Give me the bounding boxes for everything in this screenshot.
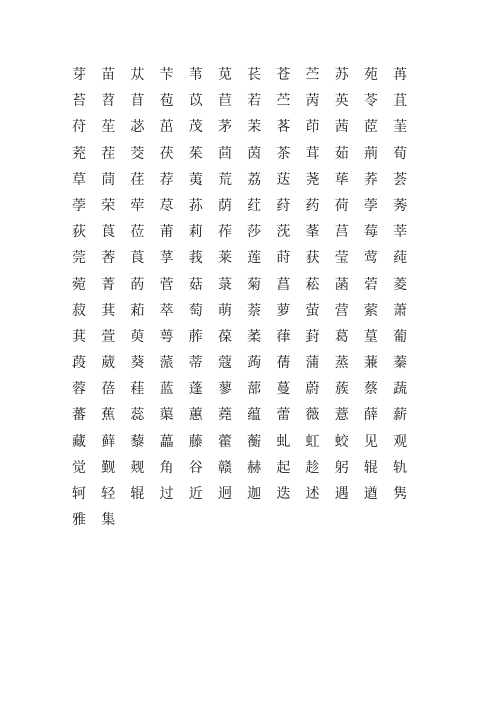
character-cell: 薛 — [363, 407, 378, 424]
character-cell: 蓼 — [217, 381, 232, 398]
character-cell: 集 — [101, 512, 116, 529]
character-cell: 蛟 — [334, 433, 349, 450]
character-cell: 苔 — [72, 93, 86, 110]
character-cell: 蒲 — [305, 355, 320, 372]
character-cell: 莲 — [247, 250, 262, 267]
character-cell: 苎 — [305, 67, 320, 83]
character-cell: 蔀 — [247, 381, 262, 398]
character-cell: 蘅 — [247, 433, 262, 450]
character-cell: 荑 — [188, 171, 203, 188]
character-cell: 茚 — [305, 119, 320, 136]
character-cell: 苡 — [188, 93, 203, 110]
character-cell: 蔡 — [363, 381, 378, 398]
character-cell: 苎 — [276, 93, 291, 110]
character-cell: 辊 — [363, 459, 378, 476]
character-cell: 谷 — [188, 459, 203, 476]
character-cell: 葑 — [305, 328, 320, 345]
character-cell: 蕴 — [247, 407, 262, 424]
character-cell: 菁 — [101, 276, 116, 293]
character-cell: 遇 — [334, 486, 349, 502]
character-cell: 萧 — [393, 302, 408, 319]
character-cell: 莩 — [159, 250, 174, 267]
character-cell: 茱 — [188, 145, 203, 162]
character-cell: 菖 — [276, 276, 291, 293]
character-cell: 菊 — [247, 276, 262, 293]
character-cell: 茁 — [159, 119, 174, 136]
character-cell: 英 — [334, 93, 349, 110]
character-cell: 菡 — [334, 276, 349, 293]
character-cell: 菉 — [217, 276, 232, 293]
character-cell: 荪 — [188, 197, 203, 214]
character-cell: 萂 — [130, 302, 145, 319]
character-cell: 蕖 — [159, 407, 174, 424]
character-cell: 莨 — [130, 250, 145, 267]
character-cell: 葡 — [393, 328, 408, 345]
character-cell: 藏 — [72, 433, 86, 450]
character-cell: 荫 — [217, 197, 232, 214]
character-cell: 莪 — [188, 250, 203, 267]
character-cell: 萼 — [159, 328, 174, 345]
character-cell: 近 — [188, 486, 203, 502]
character-cell: 薏 — [334, 407, 349, 424]
character-cell: 茝 — [363, 119, 378, 136]
character-cell: 葵 — [130, 355, 145, 372]
character-cell: 菘 — [305, 276, 320, 293]
character-cell: 苏 — [334, 67, 349, 83]
character-cell: 蓓 — [101, 381, 116, 398]
character-cell: 菪 — [363, 276, 378, 293]
character-cell: 莆 — [159, 224, 174, 241]
character-cell: 葆 — [217, 328, 232, 345]
character-cell: 蕘 — [217, 407, 232, 424]
character-cell: 菂 — [130, 276, 145, 293]
character-cell: 莉 — [188, 224, 203, 241]
character-cell: 茯 — [159, 145, 174, 162]
character-cell: 茬 — [101, 145, 116, 162]
character-cell: 萤 — [305, 302, 320, 319]
character-cell: 莼 — [393, 250, 408, 267]
character-cell: 躬 — [334, 459, 349, 476]
character-cell: 辊 — [130, 486, 145, 502]
character-cell: 蒸 — [334, 355, 349, 372]
character-cell: 蓕 — [130, 381, 145, 398]
character-cell: 萁 — [72, 328, 86, 345]
character-cell: 蒹 — [363, 355, 378, 372]
character-cell: 草 — [72, 171, 86, 188]
character-cell: 莐 — [276, 224, 291, 241]
character-cell: 苾 — [130, 119, 145, 136]
character-cell: 苪 — [305, 93, 320, 110]
character-cell: 莘 — [393, 224, 408, 241]
character-cell: 苻 — [72, 119, 86, 136]
character-cell: 葄 — [188, 328, 203, 345]
character-cell: 轻 — [101, 486, 116, 502]
character-cell: 过 — [159, 486, 174, 502]
character-cell: 莞 — [72, 250, 86, 267]
character-cell: 蕾 — [276, 407, 291, 424]
character-cell: 茉 — [247, 119, 262, 136]
character-cell: 蔬 — [393, 381, 408, 398]
character-cell: 葮 — [72, 355, 86, 372]
character-cell: 蕙 — [188, 407, 203, 424]
character-cell: 萸 — [130, 328, 145, 345]
character-cell: 苞 — [159, 93, 174, 110]
character-cell: 芐 — [159, 67, 174, 83]
character-cell: 薪 — [393, 407, 408, 424]
character-cell: 觌 — [130, 459, 145, 476]
character-cell: 莱 — [217, 250, 232, 267]
character-cell: 莕 — [101, 250, 116, 267]
character-cell: 苁 — [130, 67, 145, 83]
character-cell: 莳 — [276, 250, 291, 267]
character-cell: 荮 — [276, 197, 291, 214]
character-cell: 荸 — [72, 197, 86, 214]
character-cell: 莺 — [363, 250, 378, 267]
character-cell: 荀 — [393, 145, 408, 162]
character-cell: 起 — [276, 459, 291, 476]
character-cell: 茴 — [217, 145, 232, 162]
character-cell: 迦 — [247, 486, 262, 502]
character-cell: 莒 — [334, 224, 349, 241]
character-cell: 蓝 — [159, 381, 174, 398]
character-cell: 获 — [305, 250, 320, 267]
character-cell: 葎 — [276, 328, 291, 345]
character-cell: 苗 — [101, 67, 116, 83]
character-cell: 萌 — [217, 302, 232, 319]
character-cell: 苍 — [276, 67, 291, 83]
character-cell: 莓 — [363, 224, 378, 241]
character-cell: 迥 — [217, 486, 232, 502]
character-cell: 见 — [363, 433, 378, 450]
character-cell: 荊 — [363, 145, 378, 162]
character-cell: 荏 — [130, 171, 145, 188]
character-cell: 蕊 — [130, 407, 145, 424]
character-grid — [72, 62, 422, 533]
character-cell: 莅 — [130, 224, 145, 241]
character-cell: 蔓 — [276, 381, 291, 398]
character-cell: 蒎 — [159, 355, 174, 372]
character-cell: 蓁 — [393, 355, 408, 372]
character-cell: 萁 — [101, 302, 116, 319]
character-cell: 观 — [393, 433, 408, 450]
character-cell: 荩 — [159, 197, 174, 214]
character-cell: 蒨 — [276, 355, 291, 372]
character-cell: 薇 — [305, 407, 320, 424]
character-cell: 虬 — [276, 433, 291, 450]
character-cell: 荛 — [305, 171, 320, 188]
character-cell: 苴 — [393, 93, 408, 110]
character-cell: 荒 — [217, 171, 232, 188]
character-cell: 若 — [247, 93, 262, 110]
character-cell: 茸 — [305, 145, 320, 162]
character-cell: 藿 — [217, 433, 232, 450]
character-cell: 荣 — [101, 197, 116, 214]
character-cell: 藓 — [101, 433, 116, 450]
character-cell: 莹 — [334, 250, 349, 267]
character-cell: 茼 — [101, 171, 116, 188]
character-cell: 荸 — [363, 197, 378, 214]
character-cell: 菽 — [72, 302, 86, 319]
character-cell: 萝 — [276, 302, 291, 319]
character-cell: 菇 — [188, 276, 203, 293]
character-cell: 营 — [334, 302, 349, 319]
character-cell: 蓉 — [72, 381, 86, 398]
character-cell: 蕃 — [72, 407, 86, 424]
character-cell: 茶 — [276, 145, 291, 162]
character-cell: 荞 — [363, 171, 378, 188]
character-cell: 苣 — [217, 93, 232, 110]
character-cell: 蒂 — [188, 355, 203, 372]
character-cell: 莑 — [305, 224, 320, 241]
character-cell: 茭 — [130, 145, 145, 162]
character-cell: 赫 — [247, 459, 262, 476]
character-cell: 药 — [305, 197, 320, 214]
character-cell: 葟 — [363, 328, 378, 345]
character-cell: 萦 — [363, 302, 378, 319]
character-cell: 荻 — [72, 224, 86, 241]
character-cell: 趁 — [305, 459, 320, 476]
character-cell: 藤 — [188, 433, 203, 450]
character-cell: 茅 — [217, 119, 232, 136]
character-cell: 苓 — [363, 93, 378, 110]
character-cell: 迭 — [276, 486, 291, 502]
character-cell: 苼 — [101, 119, 116, 136]
character-cell: 隽 — [393, 486, 408, 502]
character-cell: 角 — [159, 459, 174, 476]
character-cell: 苋 — [217, 67, 232, 83]
character-cell: 莋 — [217, 224, 232, 241]
character-cell: 茖 — [276, 119, 291, 136]
character-cell: 赣 — [217, 459, 232, 476]
character-cell: 菅 — [159, 276, 174, 293]
character-cell: 茥 — [393, 119, 408, 136]
character-cell: 葇 — [247, 328, 262, 345]
character-cell: 蔚 — [305, 381, 320, 398]
character-cell: 藟 — [159, 433, 174, 450]
character-cell: 蔻 — [217, 355, 232, 372]
character-cell: 觉 — [72, 459, 86, 476]
character-cell: 葳 — [101, 355, 116, 372]
character-cell: 雅 — [72, 512, 86, 529]
character-cell: 蕉 — [101, 407, 116, 424]
character-cell: 菱 — [393, 276, 408, 293]
character-cell: 莎 — [247, 224, 262, 241]
character-cell: 苌 — [247, 67, 262, 83]
character-cell: 萃 — [159, 302, 174, 319]
character-cell: 荜 — [334, 171, 349, 188]
character-cell: 莨 — [101, 224, 116, 241]
character-cell: 荔 — [247, 171, 262, 188]
character-cell: 苒 — [393, 67, 408, 83]
character-cell: 萘 — [247, 302, 262, 319]
character-cell: 芽 — [72, 67, 86, 83]
character-cell: 藜 — [130, 433, 145, 450]
character-cell: 苜 — [130, 93, 145, 110]
character-cell: 蓬 — [188, 381, 203, 398]
character-cell: 萱 — [101, 328, 116, 345]
character-cell: 茜 — [334, 119, 349, 136]
character-cell: 苇 — [188, 67, 203, 83]
character-cell: 苑 — [363, 67, 378, 83]
character-cell: 荦 — [130, 197, 145, 214]
character-cell: 苕 — [101, 93, 116, 110]
character-cell: 轲 — [72, 486, 86, 502]
character-cell: 葛 — [334, 328, 349, 345]
character-cell: 虹 — [305, 433, 320, 450]
character-cell: 轨 — [393, 459, 408, 476]
character-cell: 茵 — [247, 145, 262, 162]
character-cell: 遒 — [363, 486, 378, 502]
character-cell: 荟 — [393, 171, 408, 188]
character-cell: 荐 — [159, 171, 174, 188]
character-cell: 萄 — [188, 302, 203, 319]
character-cell: 荙 — [276, 171, 291, 188]
character-cell: 菀 — [72, 276, 86, 293]
character-cell: 茂 — [188, 119, 203, 136]
character-cell: 述 — [305, 486, 320, 502]
character-cell: 荷 — [334, 197, 349, 214]
character-cell: 荭 — [247, 197, 262, 214]
character-cell: 莠 — [393, 197, 408, 214]
character-cell: 茺 — [72, 145, 86, 162]
character-cell: 觐 — [101, 459, 116, 476]
character-cell: 蒟 — [247, 355, 262, 372]
character-cell: 茹 — [334, 145, 349, 162]
character-cell: 蔟 — [334, 381, 349, 398]
